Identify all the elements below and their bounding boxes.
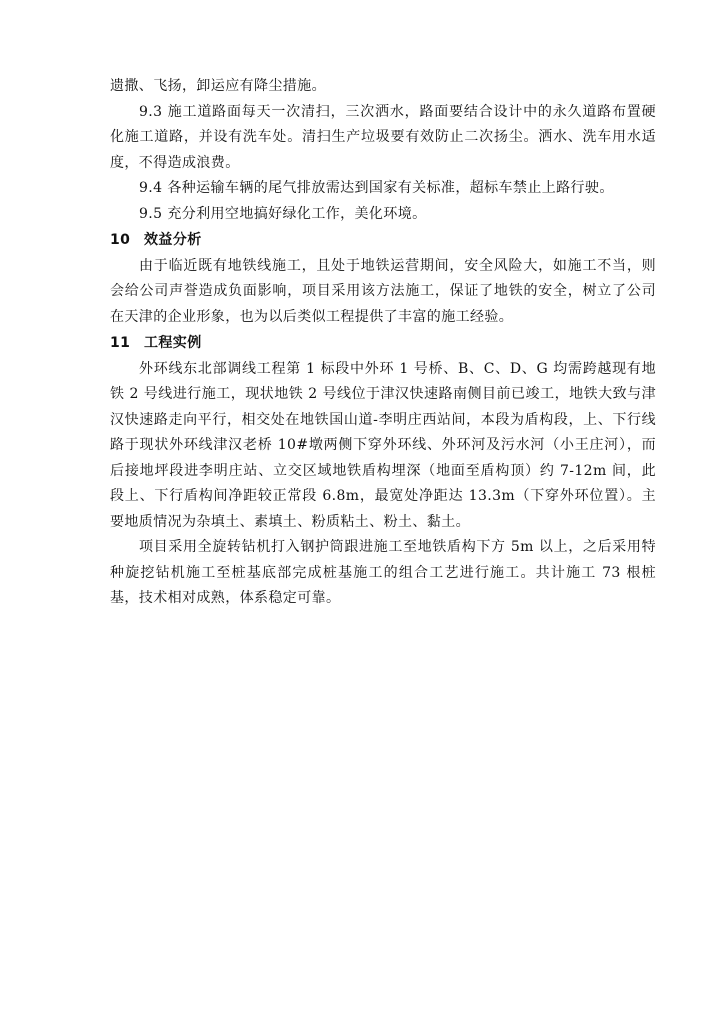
section-10-paragraph: 由于临近既有地铁线施工，且处于地铁运营期间，安全风险大，如施工不当，则会给公司声誉造成负面影响，项目采用该方法施工，保证了地铁的安全，树立了公司在天津的企业形象，也为以后类似工程提供了丰富的施工经验。: [110, 257, 656, 325]
intro-paragraph: 遗撒、飞扬，卸运应有降尘措施。: [110, 78, 326, 94]
section-10-number: 10: [110, 232, 131, 248]
section-11-heading: [110, 331, 656, 357]
section-10-heading: [110, 228, 656, 254]
clause-9-3-paragraph: 9.3 施工道路面每天一次清扫，三次洒水，路面要结合设计中的永久道路布置硬化施工道路，并设有洗车处。清扫生产垃圾要有效防止二次扬尘。洒水、洗车用水适度，不得造成浪费。: [110, 103, 656, 171]
section-11-title: 工程实例: [144, 335, 202, 351]
clause-9-5-paragraph: 9.5 充分利用空地搞好绿化工作，美化环境。: [139, 205, 427, 222]
clause-9-4-paragraph: 9.4 各种运输车辆的尾气排放需达到国家有关标准，超标车禁止上路行驶。: [139, 180, 614, 196]
section-11-paragraph-2: 项目采用全旋转钻机打入钢护筒跟进施工至地铁盾构下方 5m 以上，之后采用特种旋挖钻机施工至桩基底部完成桩基施工的组合工艺进行施工。共计施工 73 根桩基，技术相对成熟，体系稳定可靠。: [110, 539, 656, 606]
section-11-number: 11: [110, 335, 131, 351]
section-11-paragraph-1: 外环线东北部调线工程第 1 标段中外环 1 号桥、B、C、D、G 均需跨越现有地铁 2 号线进行施工，现状地铁 2 号线位于津汉快速路南侧目前已竣工，地铁大致与津汉快速路走向平行，相交处在地铁国山道-李明庄西站间，本段为盾构段，上、下行线路于现状外环线津汉老桥 10#墩两侧下穿外环线、外环河及污水河（小王庄河），而后接地坪段进李明庄站、立交区域地铁盾构埋深（地面至盾构顶）约 7-12m 间，此段上、下行盾构间净距较正常段 6.8m，最宽处净距达 13.3m（下穿外环位置）。主要地质情况为杂填土、素填土、粉质粘土、粉土、黏土。: [110, 360, 656, 530]
document-page: [110, 74, 656, 612]
section-10-title: 效益分析: [144, 232, 202, 248]
